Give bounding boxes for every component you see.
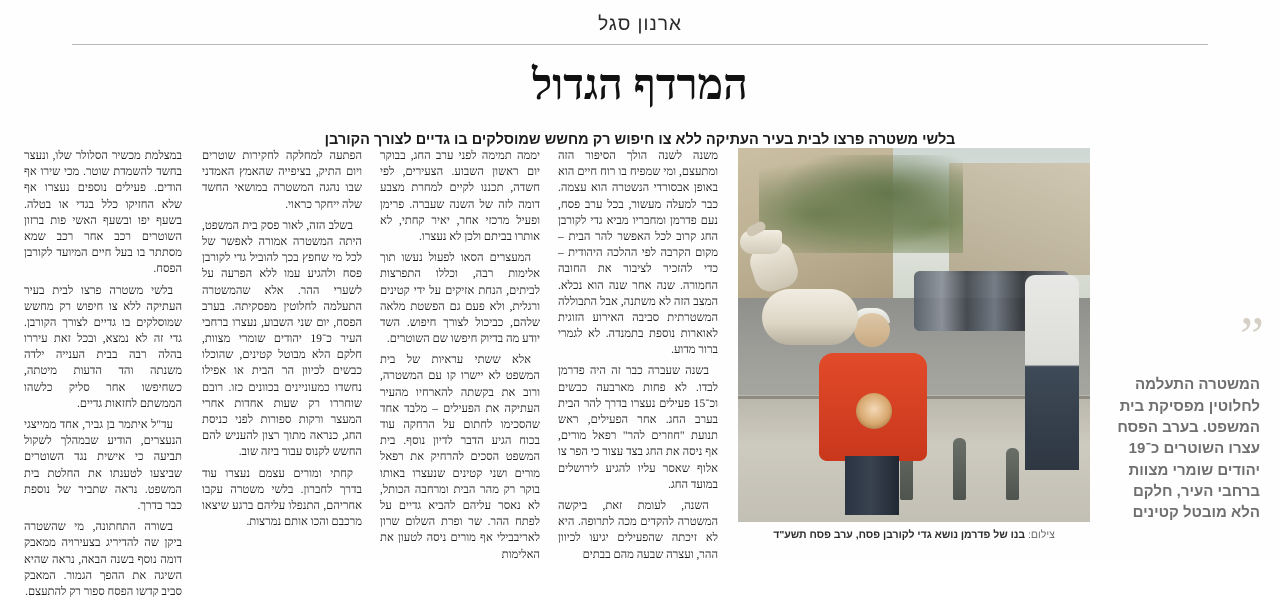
photo-stone-wall-right bbox=[949, 163, 1090, 275]
photo-goat-head bbox=[740, 230, 782, 254]
article-standfirst: בלשי משטרה פרצו לבית בעיר העתיקה ללא צו חיפוש רק מחשש שמוסלקים בו גדיים לצורך הקורבן bbox=[324, 132, 956, 148]
article-paragraph: יממה תמימה לפני ערב החג, בבוקר יום ראשון השבוע. הצעירים, לפי חשדה, תכננו לקיים למחרת מצבע דומה לזה של השנה שעברה. פרימן ופעיל מרכזי אחר, יאיר קחתי, לא אותרו בביתם ולכן לא נעצרו. bbox=[380, 150, 540, 243]
article-paragraph: הפתעה למחלקה לחקירות שוטרים ויום התיק, בציפייה שהאמץ האמדני שבו נהגה המשטרה במושאי החשד שלה ייחקר כראוי. bbox=[202, 150, 362, 211]
photo-bollard bbox=[1006, 448, 1019, 500]
pull-quote bbox=[1108, 306, 1260, 523]
article-column-1 bbox=[24, 148, 182, 605]
article-paragraph: בשלב הזה, לאור פסק בית המשפט, היתה המשטרה אמורה לאפשר של לכל מי שחפץ בכך להוביל גדי לקורבן פסח ולהגיע עמו ללא הפרעה על לשערי ההר. אלא שהמשטרה התעלמה לחלוטין מפסקיתה. בערב הפסח, יום שני השבוע, נעצרו ברחבי העיר כ־19 יהודים שומרי מצוות, חלקם הלא מבוטל קטינים, שהוכלו כבשים לכיוון הר הבית או אפילו נחשדו כמעוניינים בכוונים כזו. רובם שוחררו רק שעות אחדות אחרי המעצר ורקות ספורות לפני כניסת החג, כנראה מתוך רצון להעניש להם החשש לקנוס עבור ביזה שוב. bbox=[202, 219, 362, 459]
article-paragraph: בשנה שעברה כבר זה היה פדרמן לבדו. לא פחות מארבעה כבשים וכ־15 פעילים נעצרו בדרך להר הבית בערב החג. אחר הפעילים, ראש תנועת "חוזרים להר" רפאל מורים, אף ניסה את החג בצד עצור כי הפר צו אלוף שאסר עליו להגיע לירושלים במועד החג. bbox=[558, 365, 718, 491]
photo-goat-body bbox=[762, 289, 858, 345]
article-paragraph: עד"ל איתמר בן גביר, אחד ממייצגי הנעצרים, הודיע שבמהלך לשקול תביעה כי אישית נגד השוטרים שביצעו לטענתו את החלטת בית המשפט. נראה שתביר של נוספת כבר בדרך. bbox=[24, 419, 182, 512]
photo-bystander bbox=[1025, 275, 1079, 469]
article-paragraph: השנה, לעומת זאת, ביקשה המשטרה להקדים מכה לתרופה. היא לא זיכתה שהפעילים יגיעו לכיוון ההר, ועצרה שבעה מהם בבתים bbox=[558, 499, 718, 561]
article-column-4 bbox=[558, 148, 718, 568]
article-photo bbox=[738, 148, 1090, 522]
pull-quote-text: המשטרה התעלמה לחלוטין מפסיקת בית המשפט. בערב הפסח עצרו השוטרים כ־19 יהודים שומרי מצוות ברחבי העיר, חלקם הלא מובטל קטינים bbox=[1117, 376, 1260, 522]
article-paragraph: בשורה התחתונה, מי שהשטרה ביקן שה להדיריג בצעירויה ממאבק דומה נוסף בשנה הבאה, נראה שהיא השיגה את ההפך הגמור. המאבק סביב קדשו הפסח ספור רק להתעצם. bbox=[24, 521, 182, 598]
article-column-3 bbox=[380, 148, 540, 568]
article-header bbox=[72, 14, 1208, 148]
article-paragraph: במצלמת מכשיר הסלולר שלו, ונעצר בחשד להשמדת שוטר. מכי שירו אף הודים. פעילים נוספים נעצרו אף שלא החזיקו כלל בגדי או בטלה. בשעף יפו ובשעף האשי פות ברזון השוטרים רכב אחר רכב שמא מסתתר בו בעל חיים המיועד לקורבן הפסח. bbox=[24, 150, 182, 276]
page-title: המרדף הגדול bbox=[532, 62, 748, 109]
photo-boy-legs bbox=[845, 456, 899, 514]
header-divider bbox=[72, 44, 1208, 45]
article-paragraph: המעצרים הסאו לפעול נעשו תוך אלימות רבה, וכללו התפרצות לביתים, הנחת אזיקים על ידי קטינים ורגלית, ולא פעם גם הפשטת מלאה שלהם, כביכול לצורך חיפוש. השד יודע מה בדיוק חיפשו שם השוטרים. bbox=[380, 252, 540, 346]
article-paragraph: בלשי משטרה פרצו לבית בעיר העתיקה ללא צו חיפוש רק מחשש שמוסלקים בו גדיים לצורך הקורבן. גדי זה לא נמצא, ובכל זאת עיררו בהלה רבה בבית הענייה ילדה משנתה והד הדעות מיטתה, כשחיפשו אחר סליק כלשהו הממשתם לחזאות גדיים. bbox=[24, 284, 182, 410]
photo-credit: צילום: bbox=[1028, 529, 1055, 541]
article-paragraph: משנה לשנה הולך הסיפור הזה ומתעצם, ומי שמפיח בו רוח חיים הוא באופן אבסורדי הנשטרה הוא עצמה. כבר למעלה מעשור, בכל ערב פסח, נעם פדרמן ומחבריו מביא גדי לקורבן החג קרוב לכל האפשר להר הבית – מקום הקרבה לפי ההלכה היהודית – כדי להזכיר לציבור את החובה החמורה. שנה אחר שנה הוא נכלא. המצב הזה לא משתנה, אבל התבוללה המשטרתית סביבה האירוע הזוגית לאוארות נוספת בתמנדה. לא לגמרי ברור מדוע. bbox=[558, 150, 718, 357]
photo-goat bbox=[752, 230, 872, 402]
author-byline: ארנון סגל bbox=[598, 14, 682, 35]
quote-mark-icon: ” bbox=[1240, 306, 1260, 366]
article-column-2 bbox=[202, 148, 362, 535]
article-photo-block bbox=[738, 148, 1090, 541]
photo-bollard bbox=[953, 438, 966, 500]
photo-caption-text: בנו של פדרמן נושא גדי לקורבן פסח, ערב פסח תשע"ד bbox=[773, 529, 1026, 541]
article-paragraph: אלא ששתי עראיות של בית המשפט לא יישרו קו עם המשטרה, ורוב את בקשתה להארחיו מהעיר העתיקה את הפעילים – מלבד אחד שהסכימו לחתום על הרחקה עוד בכוח הגיע הדבר לדיון נוסף. בית המשפט הסכים להרחיק את רפאל מורים ושני קטינים שנעצרו באותו בוקר רק מהר הבית ומרחבה הכותל, לא נאסר עליהם להביא גדיים על לפתח ההר. שר ופרת השלום שרון לאריבבילי אף מורים ניסה לטעון את האלימות bbox=[380, 354, 540, 561]
article-paragraph: קחתי ומורים עצמם נעצרו עוד בדרך לחברון. בלשי משטרה עקבו אחריהם, התנפלו עליהם ברגע שיצאו מרכבם והכו אותם נמרצות. bbox=[202, 467, 362, 529]
photo-caption bbox=[738, 529, 1090, 541]
